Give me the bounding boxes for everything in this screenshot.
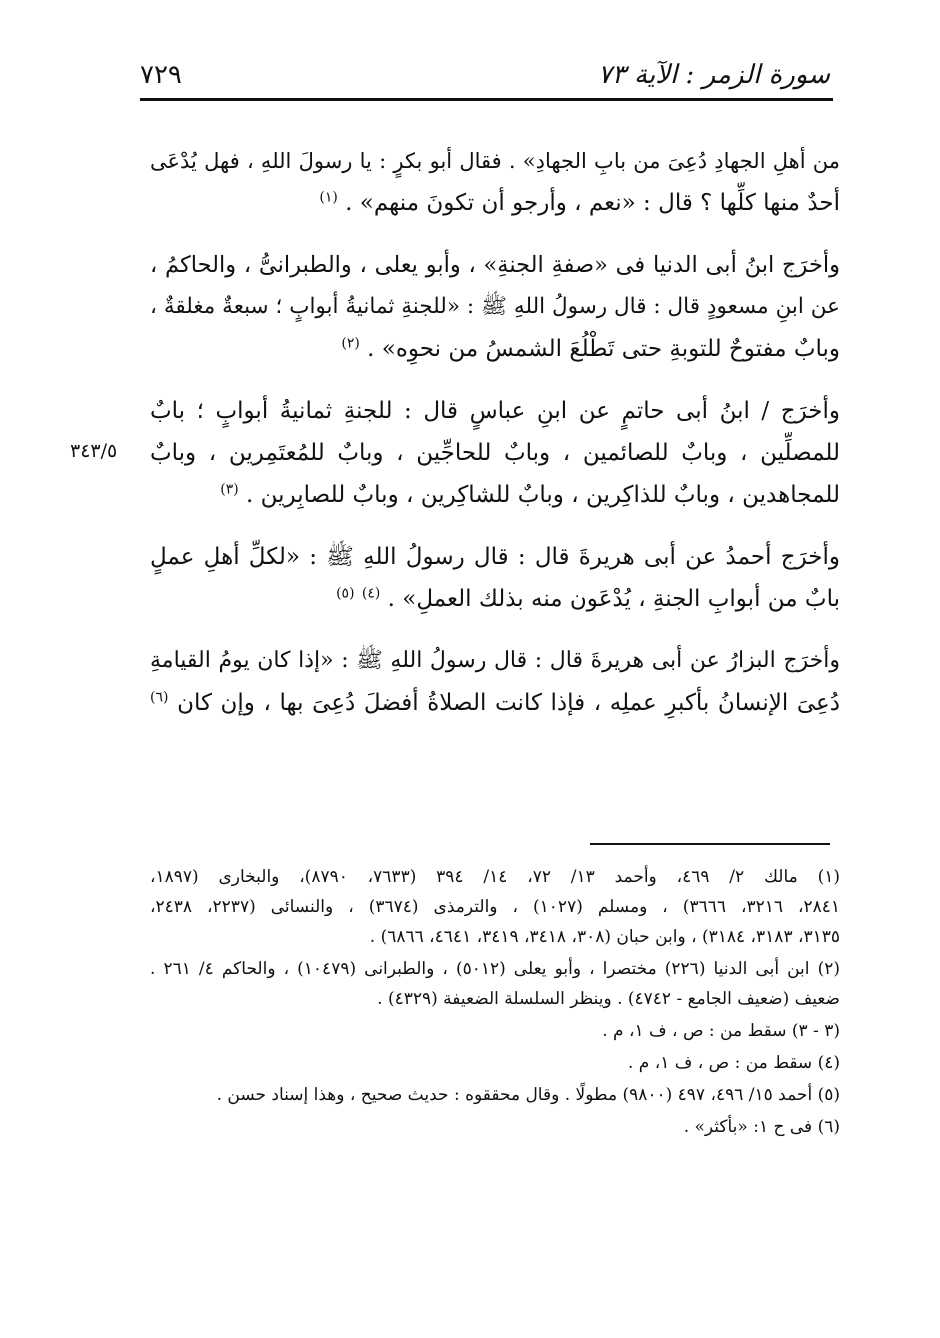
text-line: للمجاهدين ، وبابٌ للذاكِرين ، وبابٌ للشاكِرين ، وبابٌ للصابِرين . $^{(٣)}$ — [220, 481, 840, 508]
text-line: من أهلِ الجهادِ دُعِىَ من بابِ الجهادِ» . فقال أبو بكرٍ : يا رسولَ اللهِ ، فهل يُدْعَى — [150, 149, 840, 173]
text-line: وأخرَج ابنُ أبى الدنيا فى «صفةِ الجنةِ» ، وأبو يعلى ، والطبرانىُّ ، والحاكمُ ، — [150, 252, 840, 278]
text-line: عن ابنِ مسعودٍ قال : قال رسولُ اللهِ ﷺ : «للجنةِ ثمانيةُ أبوابٍ ؛ سبعةٌ مغلقةٌ ، — [150, 294, 840, 319]
text-line: للمصلِّين ، وبابٌ للصائمين ، وبابٌ للحاجِّين ، وبابٌ للمُعتَمِرين ، وبابٌ — [150, 440, 840, 466]
text-line: وأخرَج / ابنُ أبى حاتمٍ عن ابنِ عباسٍ قال : للجنةِ ثمانيةُ أبوابٍ ؛ بابٌ — [150, 398, 840, 424]
footnote-ref[interactable]: (٢) — [341, 335, 360, 352]
page-header — [140, 52, 830, 96]
footnote-ref[interactable]: (٤) — [361, 585, 381, 602]
paragraph — [150, 244, 840, 370]
margin-note: ٣٤٣/٥ — [70, 440, 118, 462]
footnote-ref[interactable]: (٥) — [336, 585, 355, 602]
footnote — [150, 1016, 840, 1046]
text-line: بابٌ من أبوابِ الجنةِ ، يُدْعَون منه بذلك العملِ» . $^{(٤)}$ $^{(٥)}$ — [336, 585, 840, 612]
footnote — [150, 1112, 840, 1142]
paragraph — [150, 390, 840, 516]
footnote-line: ٢٨٤١، ٣٢١٦، ٣٦٦٦) ، ومسلم (١٠٢٧) ، والترمذى (٣٦٧٤) ، والنسائى (٢٢٣٧، ٢٤٣٨، — [150, 897, 840, 917]
footnote-line: (٣ - ٣) سقط من : ص ، ف ١، م . — [602, 1021, 840, 1041]
paragraph — [150, 140, 840, 224]
footnote — [150, 954, 840, 1014]
text-line: وأخرَج البزارُ عن أبى هريرةَ قال : قال رسولُ اللهِ ﷺ : «إذا كان يومُ القيامةِ — [150, 648, 840, 673]
footnote-rule — [590, 843, 830, 845]
text-line: وأخرَج أحمدُ عن أبى هريرةَ قال : قال رسولُ اللهِ ﷺ : «لكلِّ أهلِ عملٍ — [150, 544, 840, 570]
footnote-line: (٥) أحمد ١٥/ ٤٩٦، ٤٩٧ (٩٨٠٠) مطولًا . وقال محققوه : حديث صحيح ، وهذا إسناد حسن . — [216, 1085, 840, 1105]
paragraph — [150, 640, 840, 724]
footnote — [150, 1048, 840, 1078]
footnote-line: (٢) ابن أبى الدنيا (٢٢٦) مختصرا ، وأبو يعلى (٥٠١٢) ، والطبرانى (١٠٤٧٩) ، والحاكم ٤/ ٢٦١ . — [150, 959, 840, 979]
paragraph — [150, 536, 840, 620]
footnote — [150, 862, 840, 952]
footnote-line: (٦) فى ح ١: «بأكثر» . — [683, 1117, 840, 1137]
header-rule — [140, 98, 833, 101]
footnote-ref[interactable]: (٦) — [150, 689, 169, 706]
footnote-line: (١) مالك ٢/ ٤٦٩، وأحمد ١٣/ ٧٢، ١٤/ ٣٩٤ (٧٦٣٣، ٨٧٩٠)، والبخارى (١٨٩٧، — [150, 867, 840, 887]
text-line: وبابٌ مفتوحٌ للتوبةِ حتى تَطْلُعَ الشمسُ من نحوِه» . $^{(٢)}$ — [341, 335, 840, 362]
footnote-line: ٣١٣٥، ٣١٨٣، ٣١٨٤) ، وابن حبان (٣٠٨، ٣٤١٨، ٣٤١٩، ٤٦٤١، ٦٨٦٦) . — [369, 927, 840, 947]
footnote — [150, 1080, 840, 1110]
text-line: دُعِىَ الإنسانُ بأكبرِ عملِه ، فإذا كانت الصلاةُ أفضلَ دُعِىَ بها ، وإن كان $^{(٦)}$ — [150, 689, 840, 716]
running-title: سورة الزمر : الآية ٧٣ — [597, 60, 830, 90]
footnote-ref[interactable]: (٣) — [220, 481, 239, 498]
footnote-ref[interactable]: (١) — [319, 189, 338, 206]
text-line: أحدٌ منها كلِّها ؟ قال : «نعم ، وأرجو أن تكونَ منهم» . $^{(١)}$ — [319, 189, 840, 216]
main-text — [150, 140, 840, 744]
footnotes — [150, 862, 840, 1144]
footnote-line: (٤) سقط من : ص ، ف ١، م . — [627, 1053, 840, 1073]
footnote-line: ضعيف (ضعيف الجامع - ٤٧٤٢) . وينظر السلسلة الضعيفة (٤٣٢٩) . — [377, 989, 840, 1009]
page-number: ٧٢٩ — [140, 60, 182, 90]
